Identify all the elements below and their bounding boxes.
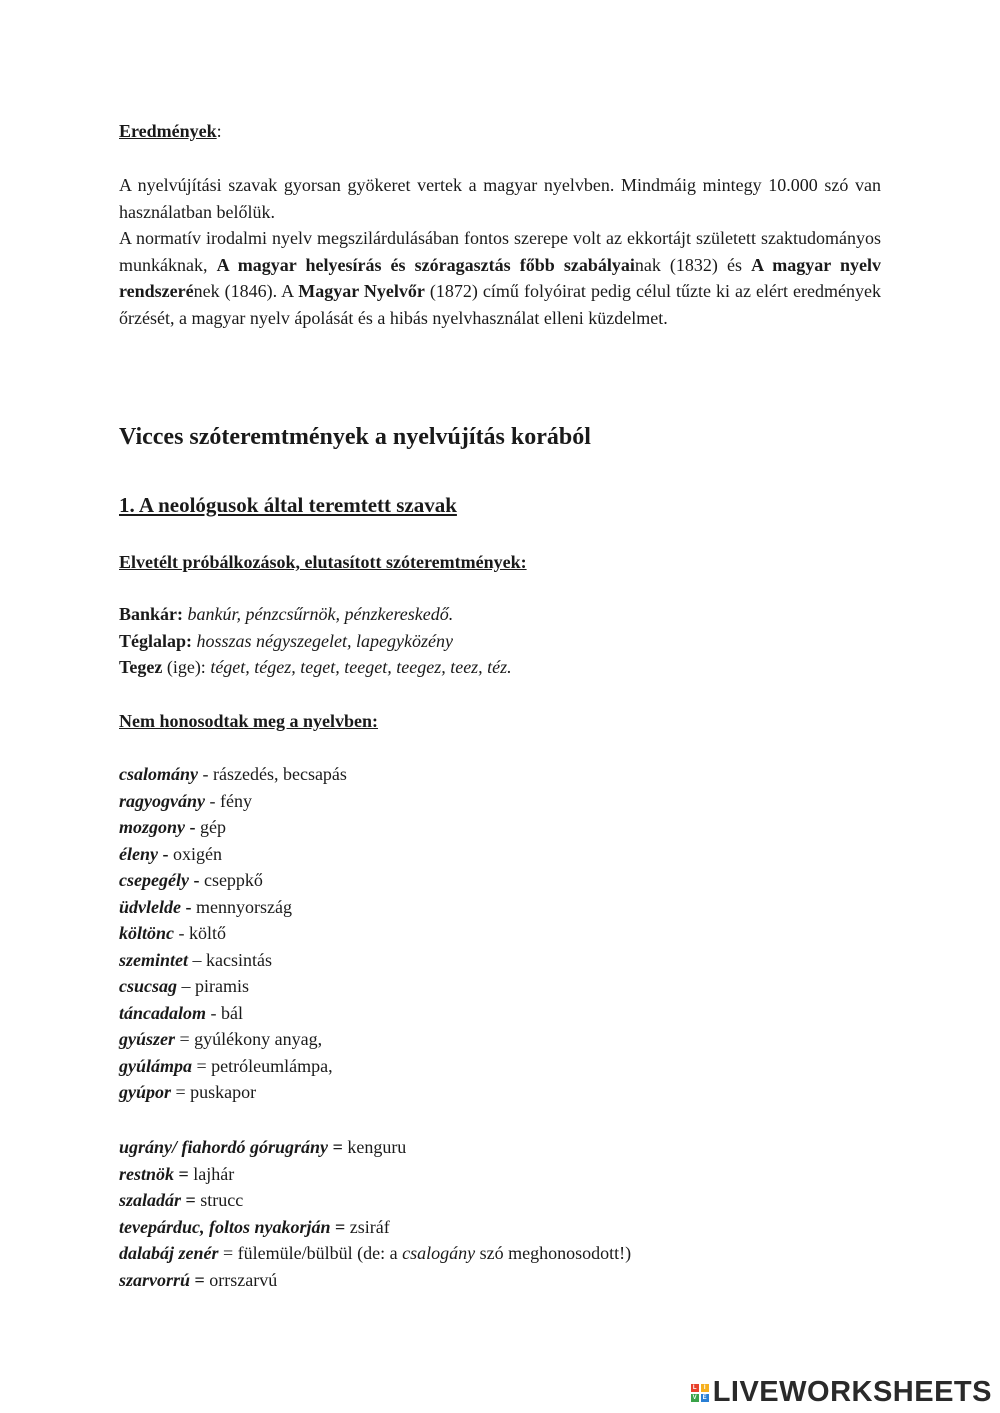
list-item: üdvlelde - mennyország bbox=[119, 896, 292, 917]
journal-title-nyelvor: Magyar Nyelvőr bbox=[298, 281, 425, 301]
list-item: gyúlámpa = petróleumlámpa, bbox=[119, 1055, 333, 1076]
list-item: éleny - oxigén bbox=[119, 843, 222, 864]
results-heading: Eredmények: bbox=[119, 121, 222, 141]
list-item: szarvorrú = orrszarvú bbox=[119, 1269, 278, 1290]
list-item: mozgony - gép bbox=[119, 817, 227, 837]
subheading-not-adopted: Nem honosodtak meg a nyelvben: bbox=[119, 711, 379, 731]
logo-letter: E bbox=[702, 1394, 707, 1401]
list-item: szemintet – kacsintás bbox=[119, 949, 272, 970]
list-item: csalomány - rászedés, becsapás bbox=[119, 764, 347, 784]
liveworksheets-logo-icon bbox=[691, 1384, 709, 1402]
section-heading-neologists: 1. A neológusok által teremtett szavak bbox=[119, 493, 457, 517]
book-title-helyesiras: A magyar helyesírás és szóragasztás főbb szabályai bbox=[216, 254, 635, 275]
liveworksheets-watermark bbox=[691, 1376, 992, 1409]
list-item: csepegély - cseppkő bbox=[119, 870, 263, 890]
list-item: Téglalap: hosszas négyszegelet, lapegyközény bbox=[119, 630, 453, 651]
list-item: restnök = lajhár bbox=[119, 1163, 235, 1184]
list-item: gyúpor = puskapor bbox=[119, 1082, 257, 1102]
list-item: táncadalom - bál bbox=[119, 1002, 244, 1023]
book-title-rendszer: A magyar nyelv rendszeré bbox=[119, 254, 881, 301]
logo-letter: I bbox=[701, 1384, 709, 1392]
list-item: ugrány/ fiahordó górugrány = kenguru bbox=[119, 1137, 407, 1157]
not-adopted-words-list bbox=[119, 761, 347, 1106]
list-item: Bankár: bankúr, pénzcsűrnök, pénzkereskedő. bbox=[119, 604, 454, 624]
list-item: csucsag – piramis bbox=[119, 976, 249, 996]
list-item: Tegez (ige): téget, tégez, teget, teeget, teegez, teez, téz. bbox=[119, 657, 512, 677]
logo-letter: L bbox=[691, 1384, 699, 1392]
logo-letter: V bbox=[692, 1394, 697, 1401]
list-item: ragyogvány - fény bbox=[119, 790, 252, 811]
animal-words-list bbox=[119, 1134, 631, 1293]
subheading-rejected: Elvetélt próbálkozások, elutasított szóteremtmények: bbox=[119, 552, 527, 572]
list-item: gyúszer = gyúlékony anyag, bbox=[119, 1029, 323, 1049]
list-item: tevepárduc, foltos nyakorján = zsiráf bbox=[119, 1216, 390, 1237]
watermark-text: LIVEWORKSHEETS bbox=[712, 1376, 992, 1408]
list-item: szaladár = strucc bbox=[119, 1190, 244, 1210]
list-item: költönc - költő bbox=[119, 923, 227, 943]
list-item: dalabáj zenér = fülemüle/bülbül (de: a csalogány szó meghonosodott!) bbox=[119, 1243, 632, 1263]
paragraph-normative-language: A normatív irodalmi nyelv megszilárdulásában fontos szerepe volt az ekkortájt született szaktudományos munkáknak, A magyar helyesírás és szóragasztás főbb szabályainak (1832) és A magyar nyelv rendszerének (1846). A Magyar Nyelvőr (1872) című folyóirat pedig célul tűzte ki az elért eredmények őrzését, a magyar nyelv ápolását és a hibás nyelvhasználat elleni küzdelmet. bbox=[119, 228, 881, 328]
rejected-words-list bbox=[119, 601, 512, 681]
page-title: Vicces szóteremtmények a nyelvújítás korából bbox=[119, 424, 591, 450]
paragraph-intro: A nyelvújítási szavak gyorsan gyökeret vertek a magyar nyelvben. Mindmáig mintegy 10.000 szó van használatban belőlük. bbox=[119, 175, 881, 222]
